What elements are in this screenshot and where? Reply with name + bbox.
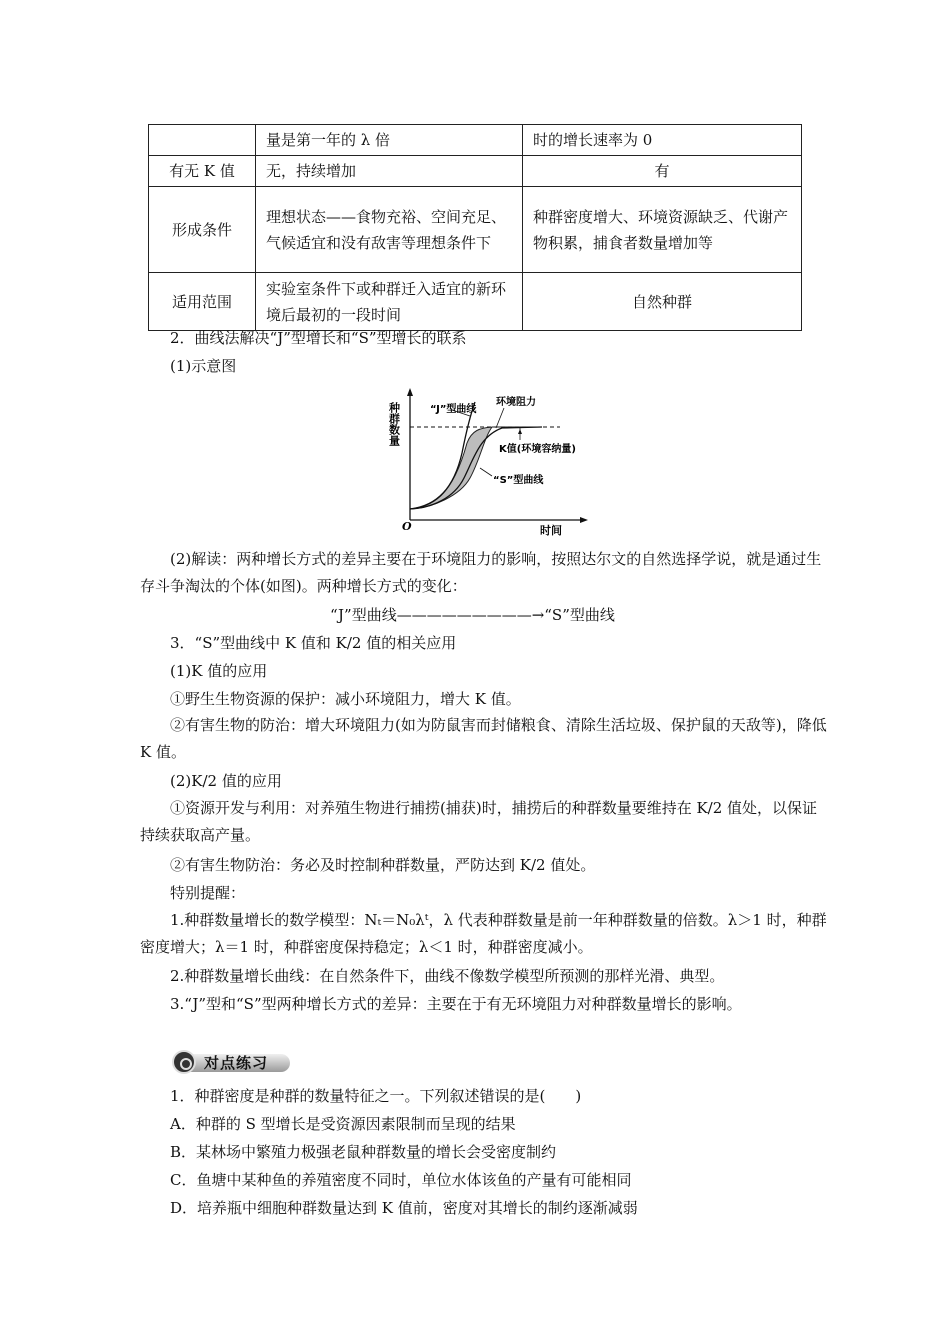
growth-curve-figure	[387, 388, 612, 538]
tip-3: 3.“J”型和“S”型两种增长方式的差异：主要在于有无环境阻力对种群数量增长的影响。	[170, 995, 742, 1013]
x-axis-label: 时间	[540, 524, 562, 537]
origin-label: O	[402, 520, 412, 533]
resistance-label: 环境阻力	[496, 397, 536, 408]
k-value-label: K值(环境容纳量)	[499, 444, 576, 455]
j-curve-label: “J”型曲线	[430, 404, 477, 415]
x-axis-arrow-icon	[580, 517, 588, 523]
interpretation-paragraph: (2)解读：两种增长方式的差异主要在于环境阻力的影响，按照达尔文的自然选择学说，就是通过生存斗争淘汰的个体(如图)。两种增长方式的变化：	[140, 550, 822, 595]
tip-2: 2.种群数量增长曲线：在自然条件下，曲线不像数学模型所预测的那样光滑、典型。	[170, 967, 725, 985]
table-cell: 有	[523, 156, 802, 187]
s-label-pointer	[480, 468, 492, 476]
subsection-3-2: (2)K/2 值的应用	[170, 772, 282, 790]
option-d: D．培养瓶中细胞种群数量达到 K 值前，密度对其增长的制约逐渐减弱	[170, 1199, 638, 1217]
table-cell: 自然种群	[523, 273, 802, 331]
table-cell: 无，持续增加	[256, 156, 523, 187]
y-axis-label: 种群数量	[387, 402, 401, 446]
table-cell: 有无 K 值	[149, 156, 256, 187]
table-cell	[149, 125, 256, 156]
resistance-label-pointer	[496, 408, 504, 428]
resistance-area	[410, 427, 542, 509]
point-3-1b: ②有害生物的防治：增大环境阻力(如为防鼠害而封储粮食、清除生活垃圾、保护鼠的天敌等)，降低 K 值。	[140, 716, 827, 761]
point-3-2b: ②有害生物防治：务必及时控制种群数量，严防达到 K/2 值处。	[170, 856, 596, 874]
s-curve-label: “S”型曲线	[493, 475, 544, 486]
table-row	[149, 125, 802, 156]
table-cell: 量是第一年的 λ 倍	[256, 125, 523, 156]
option-b: B．某林场中繁殖力极强老鼠种群数量的增长会受密度制约	[170, 1143, 557, 1161]
table-cell: 形成条件	[149, 187, 256, 273]
tips-title: 特别提醒：	[170, 884, 246, 902]
table-cell: 时的增长速率为 0	[523, 125, 802, 156]
option-c: C．鱼塘中某种鱼的养殖密度不同时，单位水体该鱼的产量有可能相同	[170, 1171, 632, 1189]
question-stem: 1．种群密度是种群的数量特征之一。下列叙述错误的是( )	[170, 1087, 582, 1105]
comparison-table	[148, 124, 802, 331]
option-a: A．种群的 S 型增长是受资源因素限制而呈现的结果	[170, 1115, 516, 1133]
target-icon	[172, 1050, 196, 1074]
tip-1: 1.种群数量增长的数学模型：Nₜ＝N₀λᵗ，λ 代表种群数量是前一年种群数量的倍数。λ＞1 时，种群密度增大；λ＝1 时，种群密度保持稳定；λ＜1 时，种群密度减小。	[140, 911, 827, 956]
table-cell: 理想状态——食物充裕、空间充足、气候适宜和没有敌害等理想条件下	[256, 187, 523, 273]
table-cell: 种群密度增大、环境资源缺乏、代谢产物积累，捕食者数量增加等	[523, 187, 802, 273]
badge-label: 对点练习	[204, 1054, 269, 1072]
section-3-title: 3．“S”型曲线中 K 值和 K/2 值的相关应用	[170, 634, 457, 652]
point-3-1a: ①野生生物资源的保护：减小环境阻力，增大 K 值。	[170, 690, 521, 708]
table-row	[149, 156, 802, 187]
table-cell: 适用范围	[149, 273, 256, 331]
table-row	[149, 273, 802, 331]
section-2-title: 2．曲线法解决“J”型增长和“S”型增长的联系	[170, 329, 467, 347]
table-cell: 实验室条件下或种群迁入适宜的新环境后最初的一段时间	[256, 273, 523, 331]
point-3-2a: ①资源开发与利用：对养殖生物进行捕捞(捕获)时，捕捞后的种群数量要维持在 K/2 值处，以保证持续获取高产量。	[140, 799, 818, 844]
table-row	[149, 187, 802, 273]
transform-line: “J”型曲线—————————→“S”型曲线	[330, 606, 615, 624]
subsection-3-1: (1)K 值的应用	[170, 662, 268, 680]
k-arrow-icon	[518, 429, 522, 434]
y-axis-arrow-icon	[407, 388, 413, 396]
subsection-2-1: (1)示意图	[170, 357, 237, 375]
practice-badge	[172, 1050, 292, 1074]
